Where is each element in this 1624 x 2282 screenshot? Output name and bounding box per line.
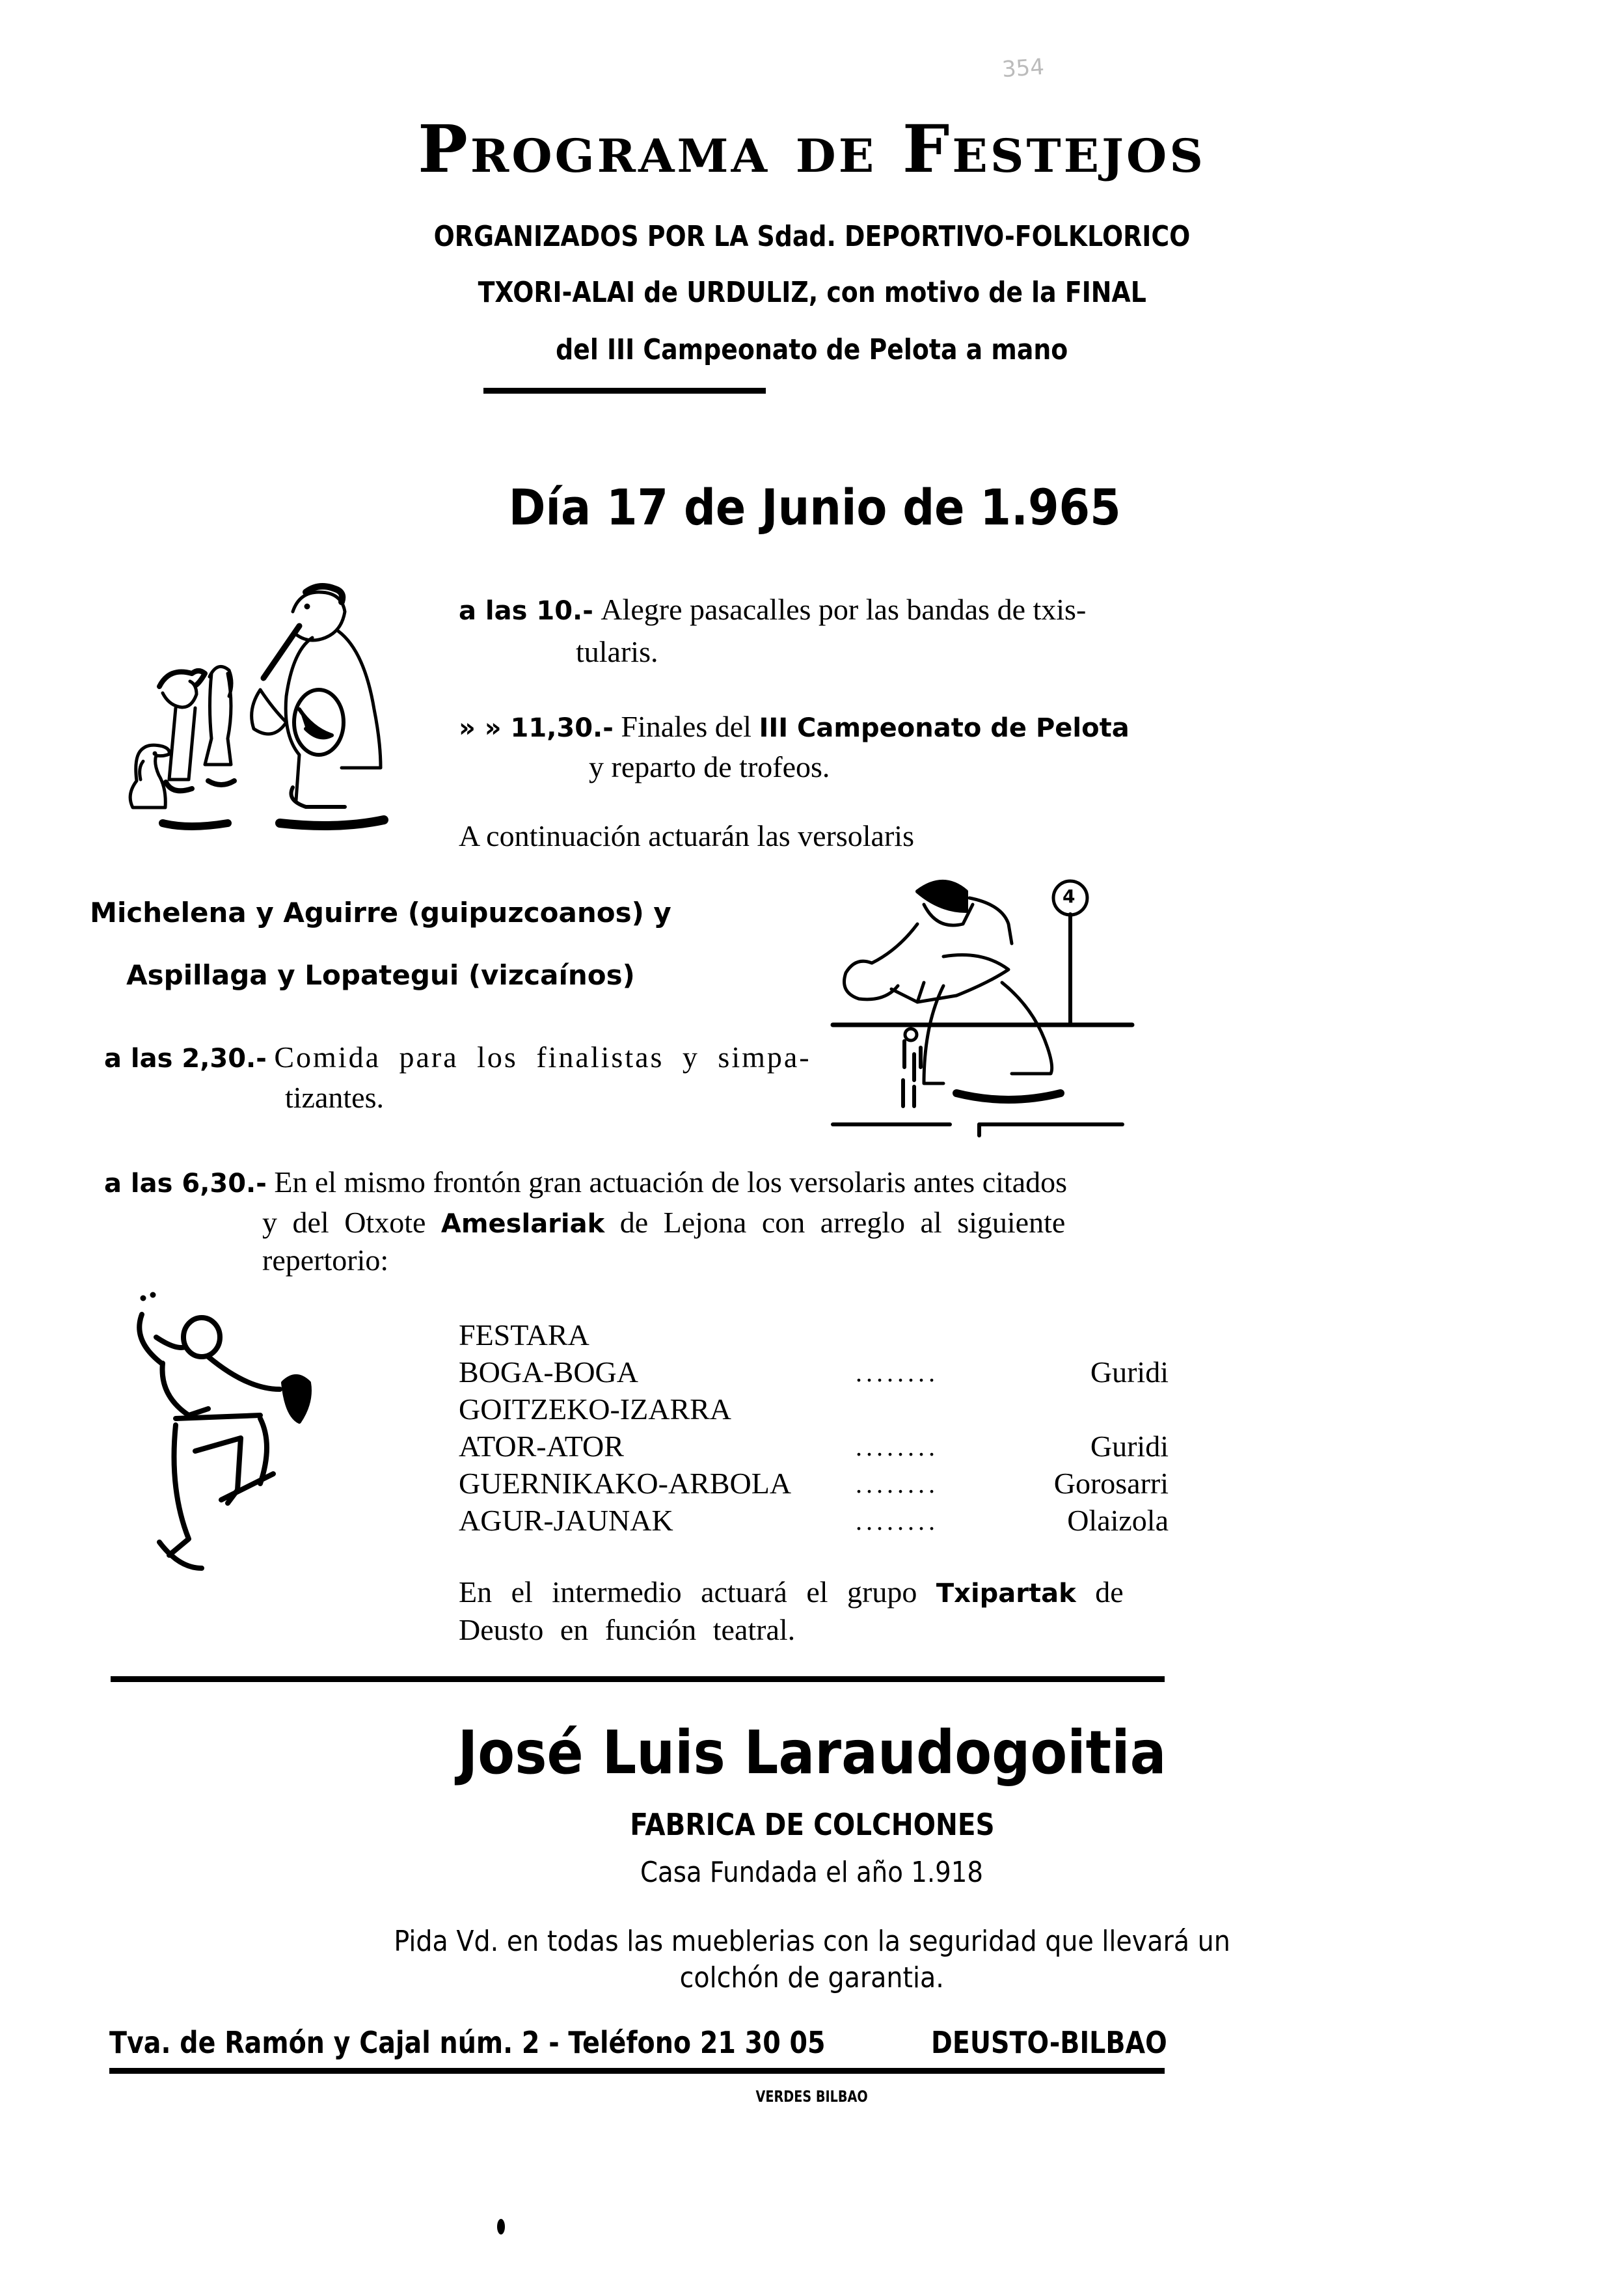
footer-divider: [109, 2068, 1165, 2074]
ink-spot: [497, 2219, 505, 2234]
schedule-description: Alegre pasacalles por las bandas de txis-: [601, 593, 1087, 626]
page-title: [0, 111, 1624, 187]
schedule-item-230-cont: [285, 1080, 384, 1115]
time-label: a las 6,30.-: [104, 1169, 267, 1199]
txistulari-musicians-icon: [98, 566, 397, 833]
versolaris-intro-text: A continuación actuarán las versolaris: [459, 819, 914, 852]
versolaris-intro: [459, 819, 914, 853]
repertoire-leader-dots: ........: [856, 1506, 939, 1536]
printer-credit-text: VERDES BILBAO: [755, 2087, 869, 2106]
repertoire-title: FESTARA: [459, 1318, 589, 1352]
repertoire-composer: Guridi: [1090, 1355, 1169, 1389]
advertiser-pitch-line-2: [0, 1961, 1624, 1994]
otxote-name: Ameslariak: [440, 1209, 605, 1239]
subtitle-text: TXORI-ALAI de URDULIZ, con motivo de la FINAL: [478, 276, 1146, 309]
repertoire-leader-dots: ........: [856, 1358, 939, 1387]
advertiser-name: [0, 1718, 1624, 1787]
time-label: a las 10.-: [459, 596, 593, 626]
schedule-description: En el mismo frontón gran actuación de los versolaris antes citados: [274, 1165, 1068, 1199]
intermission-line-1: [459, 1575, 1124, 1609]
advertiser-address-text: Tva. de Ramón y Cajal núm. 2 - Teléfono 21 30 05: [109, 2025, 826, 2060]
advertiser-pitch-line-1: [0, 1925, 1624, 1958]
fronton-marker-number: 4: [1062, 886, 1076, 907]
intermission-text: En el intermedio actuará el grupo: [459, 1575, 917, 1609]
schedule-item-10: [459, 592, 1086, 627]
schedule-description: y del Otxote: [262, 1206, 426, 1239]
subtitle-line-3: [0, 333, 1624, 366]
header-divider: [483, 388, 766, 394]
repertoire-title: BOGA-BOGA: [459, 1355, 638, 1389]
time-label: » » 11,30.-: [459, 713, 614, 743]
versolaris-pair-2: [0, 959, 761, 991]
repertoire-title: GUERNIKAKO-ARBOLA: [459, 1467, 792, 1500]
advertiser-city: [893, 2025, 1167, 2060]
schedule-description: repertorio:: [262, 1243, 389, 1277]
championship-name: III Campeonato de Pelota: [759, 713, 1130, 743]
repertoire-title: AGUR-JAUNAK: [459, 1504, 673, 1537]
intermission-text: Deusto en función teatral.: [459, 1613, 796, 1646]
intermission-line-2: [459, 1612, 795, 1647]
advertiser-business: [0, 1807, 1624, 1842]
dancer-icon: [124, 1285, 332, 1584]
schedule-item-1130: [459, 709, 1130, 744]
versolaris-names: Aspillaga y Lopategui (vizcaínos): [126, 959, 635, 991]
subtitle-text: del III Campeonato de Pelota a mano: [556, 333, 1068, 366]
repertoire-composer: Gorosarri: [1053, 1467, 1169, 1500]
advertiser-pitch-text: colchón de garantia.: [679, 1961, 945, 1994]
section-divider: [111, 1676, 1165, 1682]
advertiser-founded: [0, 1856, 1624, 1889]
subtitle-line-2: [0, 276, 1624, 309]
schedule-item-630-cont: [262, 1205, 1065, 1240]
advertiser-founded-text: Casa Fundada el año 1.918: [640, 1856, 984, 1889]
advertiser-address: [109, 2025, 942, 2060]
repertoire-composer: Olaizola: [1067, 1504, 1169, 1537]
repertoire-leader-dots: ........: [856, 1432, 939, 1461]
page-number-mark: 354: [1001, 53, 1046, 83]
advertiser-pitch-text: Pida Vd. en todas las mueblerias con la seguridad que llevará un: [394, 1925, 1230, 1958]
repertoire-leader-dots: ........: [856, 1469, 939, 1499]
subtitle-text: ORGANIZADOS POR LA Sdad. DEPORTIVO-FOLKLORICO: [433, 220, 1191, 253]
page-title-text: Programa de Festejos: [418, 111, 1206, 187]
schedule-item-1130-cont: [589, 750, 830, 784]
schedule-description: y reparto de trofeos.: [589, 750, 830, 783]
schedule-description: Finales del: [621, 710, 751, 743]
schedule-item-630-cont-2: [262, 1243, 388, 1277]
advertiser-city-text: DEUSTO-BILBAO: [931, 2025, 1167, 2060]
schedule-item-230: [104, 1040, 811, 1074]
advertiser-business-text: FABRICA DE COLCHONES: [629, 1807, 995, 1842]
repertoire-title: ATOR-ATOR: [459, 1430, 624, 1463]
versolaris-pair-1: [0, 897, 761, 929]
pelota-player-icon: [826, 865, 1152, 1139]
schedule-description: Comida para los finalistas y simpa-: [274, 1040, 811, 1074]
intermission-text: de: [1095, 1575, 1124, 1609]
schedule-description: tizantes.: [285, 1081, 384, 1114]
versolaris-names: Michelena y Aguirre (guipuzcoanos) y: [90, 897, 671, 929]
theatre-group-name: Txipartak: [936, 1579, 1076, 1609]
repertoire-title: GOITZEKO-IZARRA: [459, 1392, 732, 1426]
schedule-description: tularis.: [576, 635, 658, 668]
time-label: a las 2,30.-: [104, 1044, 267, 1074]
printer-credit: [0, 2087, 1624, 2106]
event-date-text: Día 17 de Junio de 1.965: [509, 478, 1121, 536]
schedule-description: de Lejona con arreglo al siguiente: [619, 1206, 1066, 1239]
advertiser-name-text: José Luis Laraudogoitia: [457, 1718, 1167, 1787]
event-date: [0, 478, 1624, 536]
schedule-item-10-cont: [576, 634, 658, 669]
subtitle-line-1: [0, 220, 1624, 253]
schedule-item-630: [104, 1165, 1067, 1199]
repertoire-composer: Guridi: [1090, 1430, 1169, 1463]
